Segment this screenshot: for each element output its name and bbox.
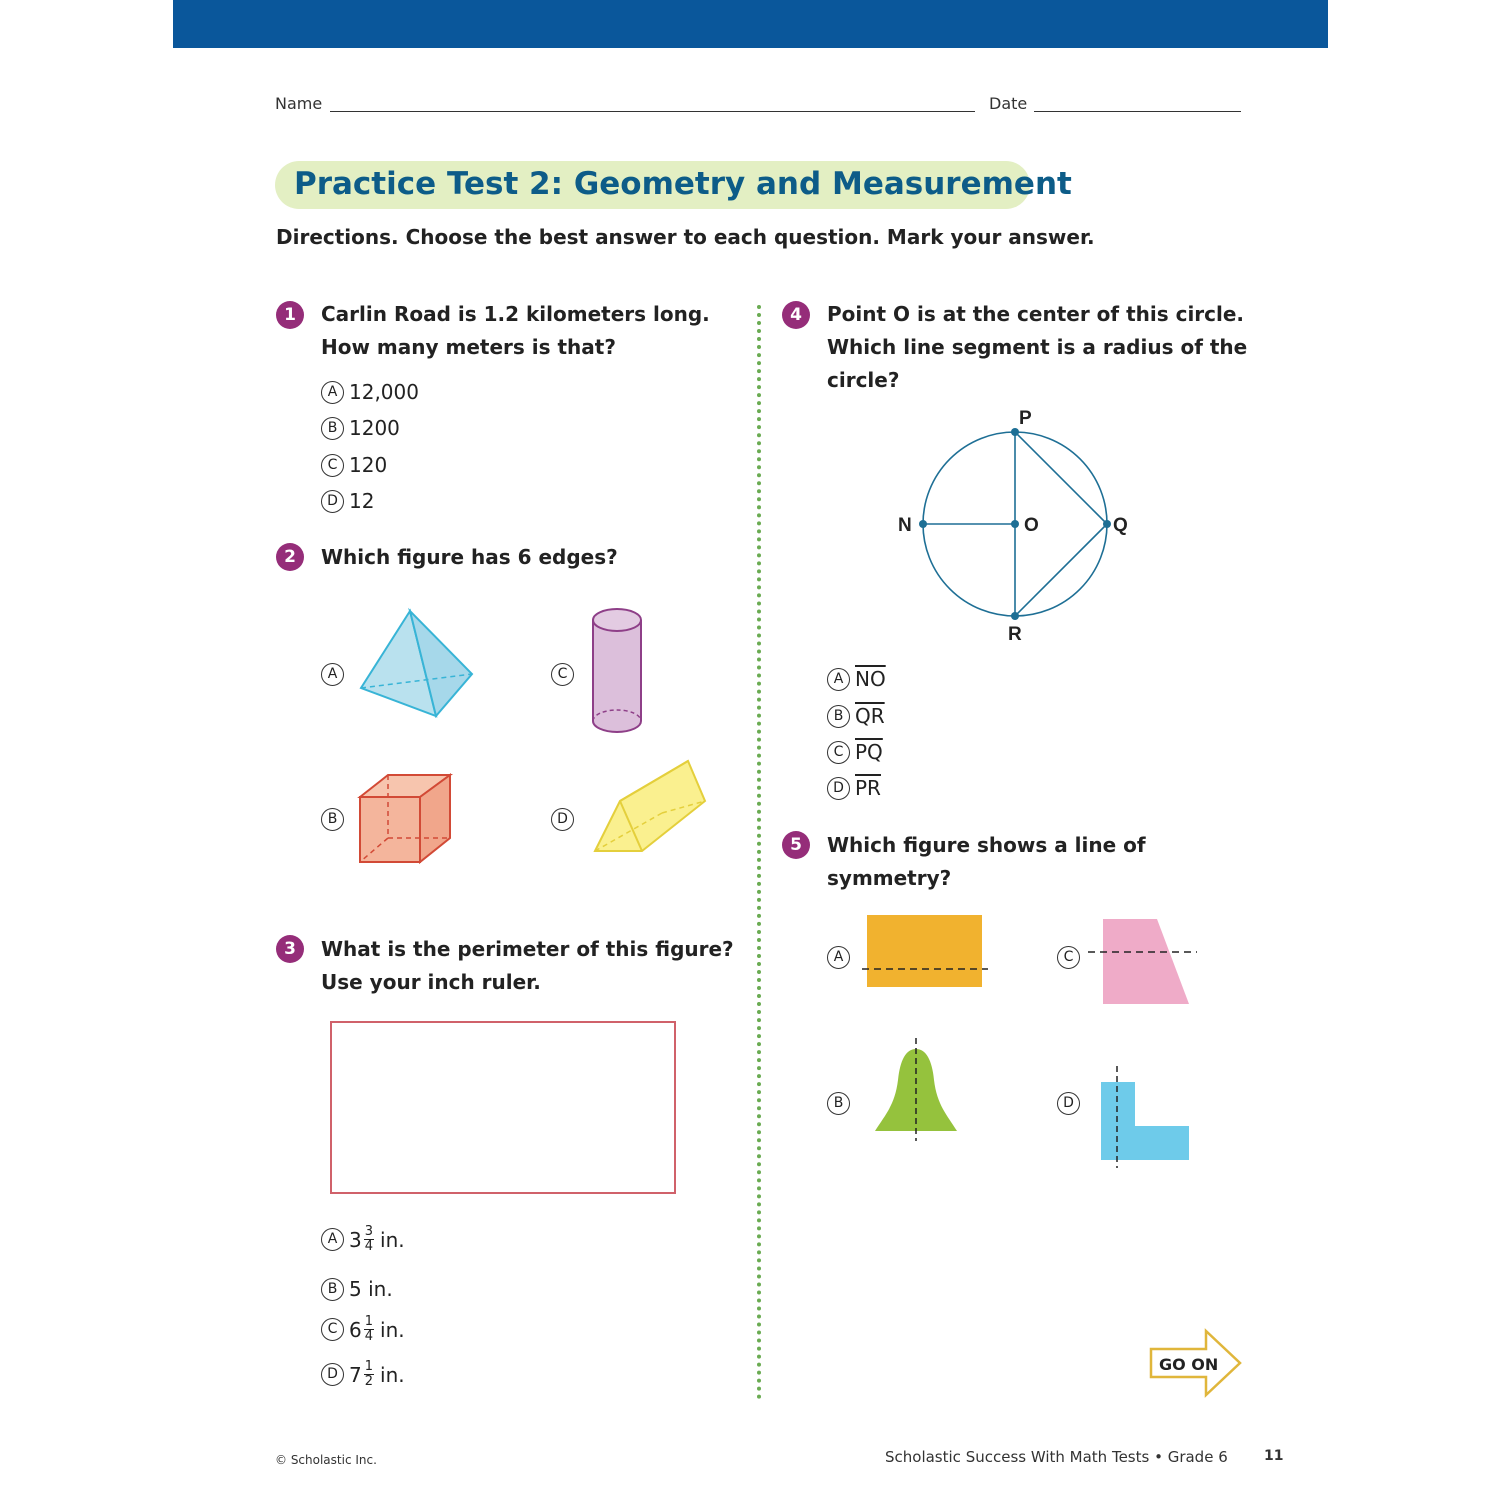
- answer-bubble[interactable]: B: [321, 1278, 344, 1301]
- numerator: 1: [364, 1359, 374, 1374]
- question-text-line: circle?: [827, 368, 900, 392]
- question-text-line: Which line segment is a radius of the: [827, 335, 1248, 359]
- question-1-text: [321, 298, 710, 364]
- question-3-text: [321, 933, 734, 999]
- point-label-o: O: [1024, 515, 1039, 536]
- fraction: [364, 1315, 374, 1344]
- point-label-p: P: [1019, 408, 1032, 429]
- q4-option-a[interactable]: [827, 667, 886, 691]
- mixed-number-whole: 6: [349, 1317, 362, 1342]
- question-number-badge: 3: [276, 935, 304, 963]
- answer-bubble[interactable]: B: [827, 705, 850, 728]
- cube-figure: [355, 772, 455, 867]
- answer-bubble[interactable]: D: [827, 777, 850, 800]
- answer-bubble[interactable]: D: [1057, 1092, 1080, 1115]
- answer-bubble[interactable]: B: [321, 808, 344, 831]
- date-field[interactable]: [1034, 111, 1241, 112]
- answer-bubble[interactable]: B: [321, 417, 344, 440]
- column-divider: [757, 305, 761, 1400]
- question-number-badge: 2: [276, 543, 304, 571]
- page-number: 11: [1264, 1448, 1284, 1464]
- numerator: 3: [364, 1224, 374, 1239]
- unit: in.: [380, 1227, 405, 1252]
- option-text: 1200: [349, 416, 400, 440]
- question-text-line: Which figure shows a line of: [827, 833, 1146, 857]
- go-on-label: GO ON: [1159, 1355, 1219, 1374]
- answer-bubble[interactable]: D: [551, 808, 574, 831]
- q1-option-c[interactable]: [321, 453, 387, 477]
- q5-option-d[interactable]: [1057, 1092, 1085, 1115]
- unit: in.: [380, 1362, 405, 1387]
- answer-bubble[interactable]: C: [1057, 946, 1080, 969]
- question-text-line: Use your inch ruler.: [321, 970, 541, 994]
- answer-bubble[interactable]: C: [551, 663, 574, 686]
- q2-option-b[interactable]: [321, 808, 349, 831]
- q4-option-b[interactable]: [827, 704, 885, 728]
- q3-option-d[interactable]: [321, 1360, 405, 1389]
- q5-option-a[interactable]: [827, 946, 855, 969]
- denominator: 4: [364, 1239, 374, 1254]
- name-field[interactable]: [330, 111, 975, 112]
- q3-option-b[interactable]: [321, 1277, 393, 1301]
- question-4-text: [827, 298, 1247, 397]
- q5-option-b[interactable]: [827, 1092, 855, 1115]
- directions: Directions. Choose the best answer to each question. Mark your answer.: [276, 225, 1095, 249]
- answer-bubble[interactable]: A: [321, 1228, 344, 1251]
- rectangle-symmetry-figure: [860, 912, 990, 992]
- q4-option-d[interactable]: [827, 776, 881, 800]
- option-text: 5 in.: [349, 1277, 393, 1301]
- trapezoid-symmetry-figure: [1085, 914, 1200, 1009]
- fraction: [364, 1360, 374, 1389]
- q2-option-d[interactable]: [551, 808, 579, 831]
- answer-bubble[interactable]: C: [321, 454, 344, 477]
- answer-bubble[interactable]: C: [827, 741, 850, 764]
- answer-bubble[interactable]: A: [321, 663, 344, 686]
- triangular-pyramid-figure: [355, 608, 480, 720]
- answer-bubble[interactable]: A: [827, 668, 850, 691]
- q2-option-c[interactable]: [551, 663, 579, 686]
- triangular-prism-figure: [590, 758, 710, 858]
- circle-diagram: [890, 400, 1150, 650]
- question-2-text: Which figure has 6 edges?: [321, 545, 618, 569]
- date-label: Date: [989, 94, 1028, 113]
- question-text-line: How many meters is that?: [321, 335, 616, 359]
- fraction: [364, 1225, 374, 1254]
- answer-bubble[interactable]: D: [321, 490, 344, 513]
- segment-label: $\overline{PR}$: [855, 776, 881, 800]
- question-number-badge: 5: [782, 831, 810, 859]
- question-number-badge: 1: [276, 301, 304, 329]
- q1-option-a[interactable]: [321, 380, 419, 404]
- answer-bubble[interactable]: A: [827, 946, 850, 969]
- q3-option-a[interactable]: [321, 1225, 405, 1254]
- question-5-text: [827, 829, 1146, 895]
- bell-symmetry-figure: [870, 1035, 965, 1145]
- page-title: Practice Test 2: Geometry and Measurement: [294, 166, 1072, 202]
- q3-option-c[interactable]: [321, 1315, 405, 1344]
- unit: in.: [380, 1317, 405, 1342]
- segment-label: $\overline{NO}$: [855, 667, 886, 691]
- option-text: 12,000: [349, 380, 419, 404]
- segment-label: $\overline{QR}$: [855, 704, 885, 728]
- answer-bubble[interactable]: B: [827, 1092, 850, 1115]
- question-number-badge: 4: [782, 301, 810, 329]
- question-text-line: Carlin Road is 1.2 kilometers long.: [321, 302, 710, 326]
- copyright: © Scholastic Inc.: [275, 1453, 377, 1467]
- name-label: Name: [275, 94, 323, 113]
- denominator: 4: [364, 1329, 374, 1344]
- option-text: 12: [349, 489, 375, 513]
- answer-bubble[interactable]: C: [321, 1318, 344, 1341]
- q1-option-d[interactable]: [321, 489, 374, 513]
- header-bar: [173, 0, 1328, 48]
- numerator: 1: [364, 1314, 374, 1329]
- q2-option-a[interactable]: [321, 663, 349, 686]
- option-text: 120: [349, 453, 388, 477]
- q4-option-c[interactable]: [827, 740, 883, 764]
- answer-bubble[interactable]: D: [321, 1363, 344, 1386]
- point-label-n: N: [898, 515, 912, 536]
- perimeter-rectangle: [330, 1021, 676, 1194]
- q1-option-b[interactable]: [321, 416, 400, 440]
- book-title: Scholastic Success With Math Tests • Grade 6: [885, 1448, 1228, 1466]
- go-on-arrow-icon[interactable]: [1148, 1328, 1244, 1398]
- answer-bubble[interactable]: A: [321, 381, 344, 404]
- question-text-line: Point O is at the center of this circle.: [827, 302, 1245, 326]
- question-text-line: symmetry?: [827, 866, 952, 890]
- l-shape-symmetry-figure: [1095, 1062, 1195, 1172]
- q5-option-c[interactable]: [1057, 946, 1085, 969]
- question-text-line: What is the perimeter of this figure?: [321, 937, 734, 961]
- cylinder-figure: [590, 605, 646, 737]
- mixed-number-whole: 3: [349, 1227, 362, 1252]
- point-label-r: R: [1008, 624, 1022, 645]
- point-label-q: Q: [1113, 515, 1128, 536]
- mixed-number-whole: 7: [349, 1362, 362, 1387]
- denominator: 2: [364, 1374, 374, 1389]
- segment-label: $\overline{PQ}$: [855, 740, 883, 764]
